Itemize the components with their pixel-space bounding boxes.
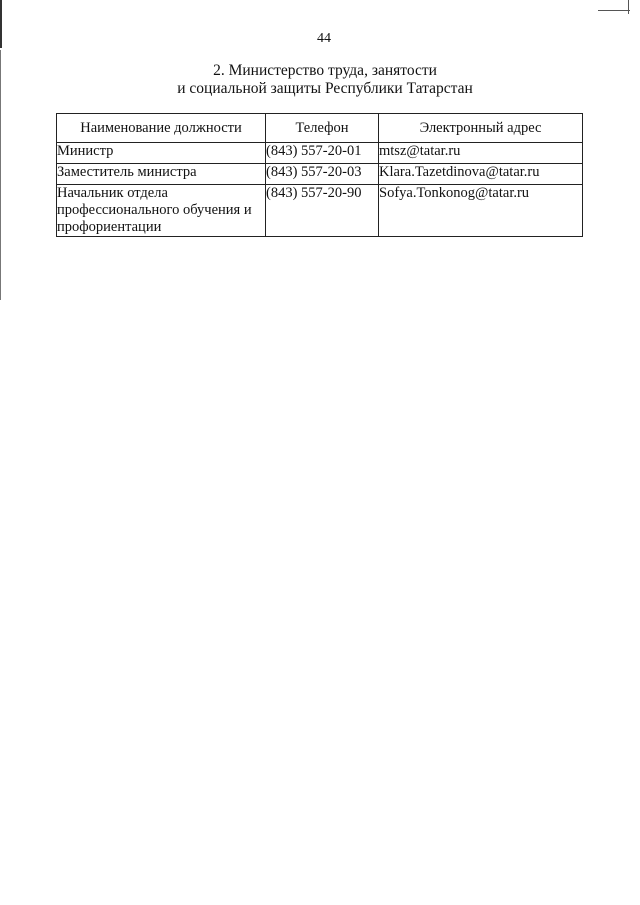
section-heading <box>0 62 640 98</box>
page-number: 44 <box>317 31 331 46</box>
column-header-position: Наименование должности <box>57 114 266 143</box>
column-header-phone: Телефон <box>266 114 379 143</box>
email-cell: mtsz@tatar.ru <box>379 143 583 164</box>
phone-cell: (843) 557-20-90 <box>266 185 379 237</box>
table-header-row <box>57 114 583 143</box>
scan-artifact-left-edge <box>0 0 2 48</box>
email-cell: Klara.Tazetdinova@tatar.ru <box>379 164 583 185</box>
phone-cell: (843) 557-20-03 <box>266 164 379 185</box>
table-row <box>57 185 583 237</box>
section-heading-line-1: 2. Министерство труда, занятости <box>213 62 437 79</box>
position-cell: Министр <box>57 143 266 164</box>
position-cell: Заместитель министра <box>57 164 266 185</box>
section-heading-line-2: и социальной защиты Республики Татарстан <box>177 80 473 97</box>
position-cell: Начальник отдела профессионального обучения и профориентации <box>57 185 266 237</box>
table-row <box>57 143 583 164</box>
phone-cell: (843) 557-20-01 <box>266 143 379 164</box>
scan-artifact-top-right <box>598 10 630 11</box>
email-cell: Sofya.Tonkonog@tatar.ru <box>379 185 583 237</box>
table-row <box>57 164 583 185</box>
scan-artifact-left-edge <box>0 50 1 300</box>
scan-artifact-top-right <box>628 0 629 14</box>
contacts-table <box>56 113 583 237</box>
column-header-email: Электронный адрес <box>379 114 583 143</box>
